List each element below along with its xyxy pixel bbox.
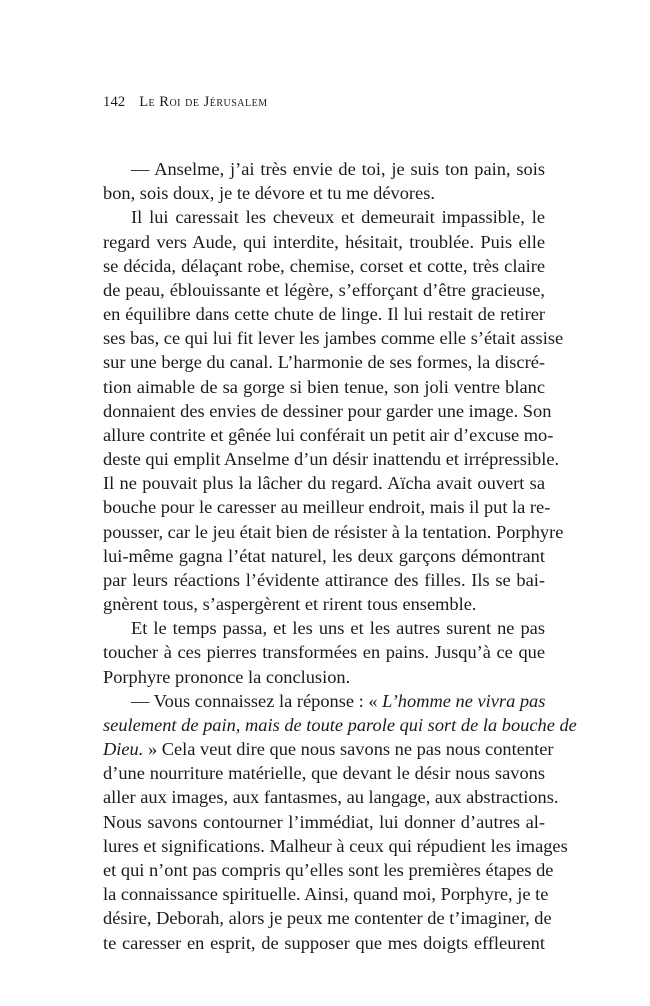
text-line — [103, 544, 545, 568]
text-segment: gnèrent tous, s’aspergèrent et rirent tous ensemble. — [103, 594, 477, 615]
text-line — [103, 471, 545, 495]
text-line — [103, 737, 554, 761]
text-line — [103, 399, 552, 423]
text-segment: d’une nourriture matérielle, que devant le désir nous savons — [103, 763, 545, 784]
text-line — [103, 882, 549, 906]
text-line — [103, 810, 545, 834]
italic-text: seulement de pain, mais de toute parole qui sort de la bouche de — [103, 714, 577, 735]
text-segment: Porphyre prononce la conclusion. — [103, 666, 351, 687]
text-segment: désire, Deborah, alors je peux me contenter de t’imaginer, de — [103, 908, 552, 929]
text-line — [103, 278, 545, 302]
text-line — [103, 834, 568, 858]
text-segment: bouche pour le caresser au meilleur endroit, mais il put la re- — [103, 497, 551, 518]
text-line — [103, 931, 545, 955]
text-line — [103, 665, 545, 689]
text-segment: de peau, éblouissante et légère, s’efforçant d’être gracieuse, — [103, 279, 545, 300]
text-segment: pousser, car le jeu était bien de résister à la tentation. Porphyre — [103, 521, 564, 542]
text-line — [103, 858, 554, 882]
text-line — [103, 520, 564, 544]
text-line — [103, 423, 554, 447]
text-line — [103, 205, 545, 229]
text-line — [103, 495, 551, 519]
text-line — [103, 326, 564, 350]
text-segment: bon, sois doux, je te dévore et tu me dévores. — [103, 183, 435, 204]
text-line — [103, 181, 545, 205]
text-segment: Il ne pouvait plus la lâcher du regard. Aïcha avait ouvert sa — [103, 473, 545, 494]
text-segment: — Anselme, j’ai très envie de toi, je suis ton pain, sois — [131, 159, 545, 179]
text-segment: deste qui emplit Anselme d’un désir inattendu et irrépressible. — [103, 449, 560, 470]
text-segment: se décida, délaçant robe, chemise, corset et cotte, très claire — [103, 255, 545, 276]
italic-text: Dieu. — [103, 739, 144, 760]
text-segment: regard vers Aude, qui interdite, hésitait, troublée. Puis elle — [103, 231, 545, 252]
text-segment: aller aux images, aux fantasmes, au langage, aux abstractions. — [103, 787, 559, 808]
text-segment: » Cela veut dire que nous savons ne pas nous contenter — [143, 739, 554, 760]
text-line — [103, 640, 545, 664]
text-line — [103, 447, 560, 471]
text-segment: la connaissance spirituelle. Ainsi, quand moi, Porphyre, je te — [103, 884, 549, 905]
text-segment: et qui n’ont pas compris qu’elles sont les premières étapes de — [103, 859, 554, 880]
text-segment: toucher à ces pierres transformées en pains. Jusqu’à ce que — [103, 642, 545, 663]
text-line — [103, 157, 545, 181]
text-segment: lures et significations. Malheur à ceux qui répudient les images — [103, 835, 568, 856]
text-segment: en équilibre dans cette chute de linge. Il lui restait de retirer — [103, 304, 545, 325]
text-line — [103, 375, 545, 399]
text-segment: Nous savons contourner l’immédiat, lui donner d’autres al- — [103, 811, 545, 832]
text-segment: tion aimable de sa gorge si bien tenue, son joli ventre blanc — [103, 376, 545, 397]
text-line — [103, 254, 545, 278]
text-segment: — Vous connaissez la réponse : « — [131, 690, 383, 711]
text-segment: sur une berge du canal. L’harmonie de ses formes, la discré- — [103, 352, 545, 373]
text-segment: par leurs réactions l’évidente attirance des filles. Ils se bai- — [103, 569, 545, 590]
text-line — [103, 713, 577, 737]
text-segment: ses bas, ce qui lui fit lever les jambes comme elle s’était assise — [103, 328, 564, 349]
text-line — [103, 350, 545, 374]
text-segment: allure contrite et gênée lui conférait un petit air d’excuse mo- — [103, 424, 554, 445]
body-text — [103, 157, 577, 955]
running-head — [103, 94, 268, 111]
text-line — [103, 592, 545, 616]
text-segment: te caresser en esprit, de supposer que mes doigts effleurent — [103, 932, 545, 953]
text-segment: donnaient des envies de dessiner pour garder une image. Son — [103, 400, 552, 421]
text-line — [103, 616, 545, 640]
text-segment: Et le temps passa, et les uns et les autres surent ne pas — [131, 618, 545, 639]
italic-text: L’homme ne vivra pas — [382, 690, 546, 711]
text-line — [103, 302, 545, 326]
text-line — [103, 785, 559, 809]
book-title: Le Roi de Jérusalem — [139, 94, 268, 110]
page-number: 142 — [103, 94, 126, 110]
text-line — [103, 568, 545, 592]
text-segment: lui-même gagna l’état naturel, les deux garçons démontrant — [103, 545, 545, 566]
text-line — [103, 689, 545, 713]
text-line — [103, 761, 545, 785]
text-line — [103, 906, 552, 930]
text-line — [103, 230, 545, 254]
text-segment: Il lui caressait les cheveux et demeurait impassible, le — [131, 207, 545, 228]
